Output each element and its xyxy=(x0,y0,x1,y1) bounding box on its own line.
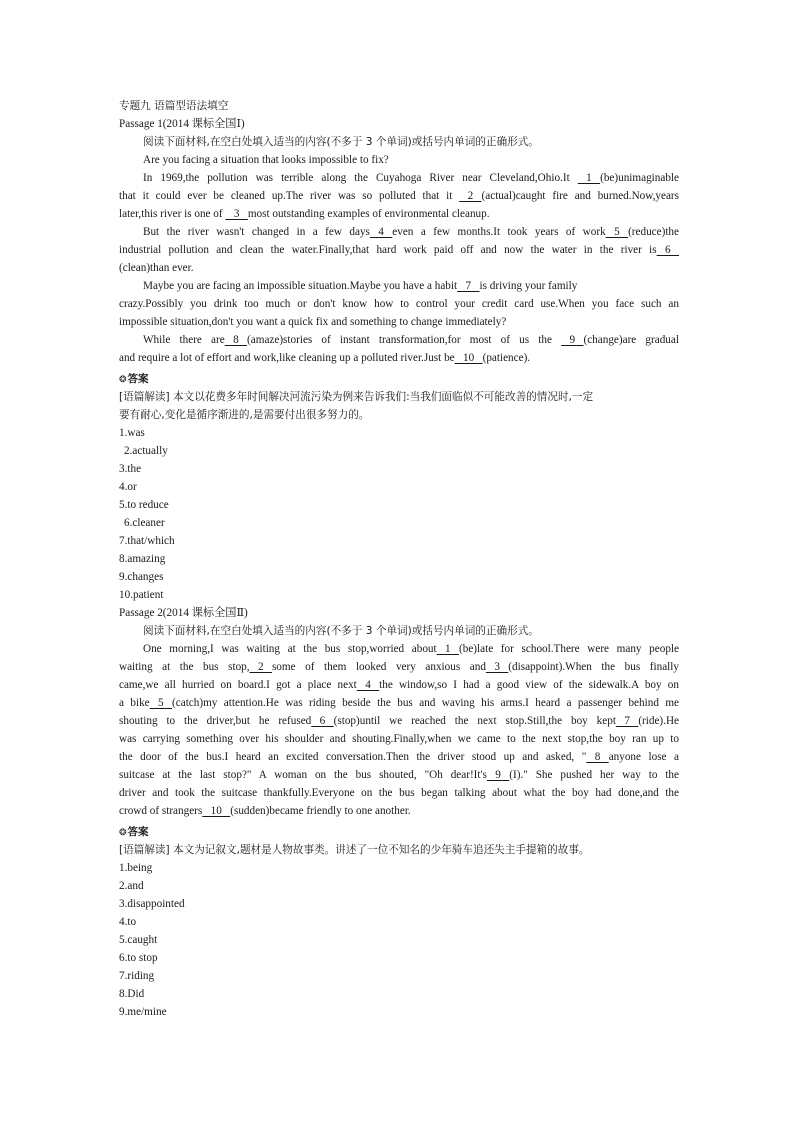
passage-1-line: In 1969,the pollution was terrible along the Cuyahoga River near Cleveland,Ohio.It 1 (be)unimaginable xyxy=(143,169,679,187)
passage-2-line: suitcase at the last stop?" A woman on the bus shouted, "Oh dear!It's 9 (I)." She pushed her way to the xyxy=(119,766,679,784)
blank-slot: 5 xyxy=(605,226,629,238)
answer-item: 8.amazing xyxy=(119,553,166,565)
answer-item: 6.cleaner xyxy=(124,517,165,529)
blank-slot: 9 xyxy=(561,334,584,346)
blank-slot: 2 xyxy=(249,661,272,673)
blank-slot: 9 xyxy=(486,769,510,781)
passage-1-line: Maybe you are facing an impossible situation.Maybe you have a habit 7 is driving your family xyxy=(143,277,679,295)
blank-slot: 8 xyxy=(224,334,248,346)
passage-2-line: a bike 5 (catch)my attention.He was riding beside the bus and waving his arms.I heard a passenger behind me xyxy=(119,694,679,712)
answer-item: 3.disappointed xyxy=(119,898,185,910)
answer-heading: ❂答案 xyxy=(119,823,679,841)
answer-item: 10.patient xyxy=(119,589,164,601)
blank-slot: 10 xyxy=(454,352,483,364)
answer-item: 2.actually xyxy=(124,445,168,457)
answer-item: 9.me/mine xyxy=(119,1006,167,1018)
passage-1-line: industrial pollution and clean the water.Finally,that hard work paid off and now the water in the river is 6 xyxy=(119,241,679,259)
blank-slot: 4 xyxy=(369,226,393,238)
blank-slot: 1 xyxy=(577,172,601,184)
passage-2-instruction: 阅读下面材料,在空白处填入适当的内容(不多于 3 个单词)或括号内单词的正确形式。 xyxy=(143,625,539,637)
analysis-text: [语篇解读] 本文以花费多年时间解决河流污染为例来告诉我们:当我们面临似不可能改善的情况时,一定 xyxy=(119,391,594,403)
blank-slot: 2 xyxy=(459,190,482,202)
answer-heading: ❂答案 xyxy=(119,370,679,388)
answer-item: 8.Did xyxy=(119,988,145,1000)
blank-slot: 4 xyxy=(356,679,380,691)
analysis-text: [语篇解读] 本文为记叙文,题材是人物故事类。讲述了一位不知名的少年骑车追还失主手提箱的故事。 xyxy=(119,844,590,856)
passage-2-line: crowd of strangers 10 (sudden)became friendly to one another. xyxy=(119,802,679,820)
blank-slot: 10 xyxy=(202,805,231,817)
blank-slot: 6 xyxy=(311,715,334,727)
passage-1-line: crazy.Possibly you drink too much or don't know how to control your credit card use.When you face such an xyxy=(119,298,679,310)
passage-2-header: Passage 2(2014 课标全国Ⅱ) xyxy=(119,607,248,619)
passage-2-line: shouting to the driver,but he refused 6 (stop)until we reached the next stop.Still,the boy kept 7 (ride).He xyxy=(119,712,679,730)
blank-slot: 7 xyxy=(615,715,639,727)
passage-1-instruction: 阅读下面材料,在空白处填入适当的内容(不多于 3 个单词)或括号内单词的正确形式。 xyxy=(143,136,539,148)
answer-item: 5.caught xyxy=(119,934,158,946)
blank-slot: 1 xyxy=(436,643,460,655)
blank-slot: 8 xyxy=(586,751,609,763)
blank-slot: 3 xyxy=(485,661,509,673)
passage-1-line: later,this river is one of 3 most outstanding examples of environmental cleanup. xyxy=(119,205,679,223)
answer-item: 2.and xyxy=(119,880,144,892)
answer-bullet-icon: ❂ xyxy=(119,828,127,838)
passage-1-header: Passage 1(2014 课标全国Ⅰ) xyxy=(119,118,245,130)
answer-item: 7.that/which xyxy=(119,535,175,547)
answer-item: 5.to reduce xyxy=(119,499,169,511)
passage-2-line: came,we all hurried on board.I got a place next 4 the window,so I had a good view of the sidewalk.A boy on xyxy=(119,676,679,694)
answer-item: 1.was xyxy=(119,427,145,439)
answer-item: 4.or xyxy=(119,481,137,493)
passage-2-line: was carrying something over his shoulder and shouting.Finally,when we came to the next stop,the boy ran up to xyxy=(119,733,679,745)
answer-item: 4.to xyxy=(119,916,137,928)
analysis-text: 要有耐心,变化是循序渐进的,是需要付出很多努力的。 xyxy=(119,409,370,421)
answer-item: 1.being xyxy=(119,862,153,874)
answer-bullet-icon: ❂ xyxy=(119,375,127,385)
passage-1-line: impossible situation,don't you want a quick fix and something to change immediately? xyxy=(119,316,507,328)
blank-slot: 6 xyxy=(656,244,679,256)
passage-2-line: One morning,I was waiting at the bus stop,worried about 1 (be)late for school.There were many people xyxy=(143,640,679,658)
blank-slot: 3 xyxy=(225,208,248,220)
passage-1-line: (clean)than ever. xyxy=(119,262,194,274)
passage-2-line: the door of the bus.I heard an excited conversation.Then the driver stood up and asked, " 8 anyone lose a xyxy=(119,748,679,766)
passage-1-line: While there are 8 (amaze)stories of instant transformation,for most of us the 9 (change)are gradual xyxy=(143,331,679,349)
passage-2-line: driver and took the suitcase thankfully.Everyone on the bus began talking about what the boy had done,and the xyxy=(119,787,679,799)
passage-1-line: But the river wasn't changed in a few days 4 even a few months.It took years of work 5 (reduce)the xyxy=(143,223,679,241)
passage-1-line: Are you facing a situation that looks impossible to fix? xyxy=(143,154,389,166)
passage-1-line: that it could ever be cleaned up.The river was so polluted that it 2 (actual)caught fire and burned.Now,years xyxy=(119,187,679,205)
answer-item: 6.to stop xyxy=(119,952,158,964)
blank-slot: 7 xyxy=(457,280,480,292)
section-title: 专题九 语篇型语法填空 xyxy=(119,100,229,112)
answer-item: 3.the xyxy=(119,463,142,475)
answer-item: 7.riding xyxy=(119,970,155,982)
blank-slot: 5 xyxy=(149,697,173,709)
answer-item: 9.changes xyxy=(119,571,164,583)
passage-1-line: and require a lot of effort and work,like cleaning up a polluted river.Just be 10 (patience). xyxy=(119,349,679,367)
passage-2-line: waiting at the bus stop, 2 some of them looked very anxious and 3 (disappoint).When the bus finally xyxy=(119,658,679,676)
